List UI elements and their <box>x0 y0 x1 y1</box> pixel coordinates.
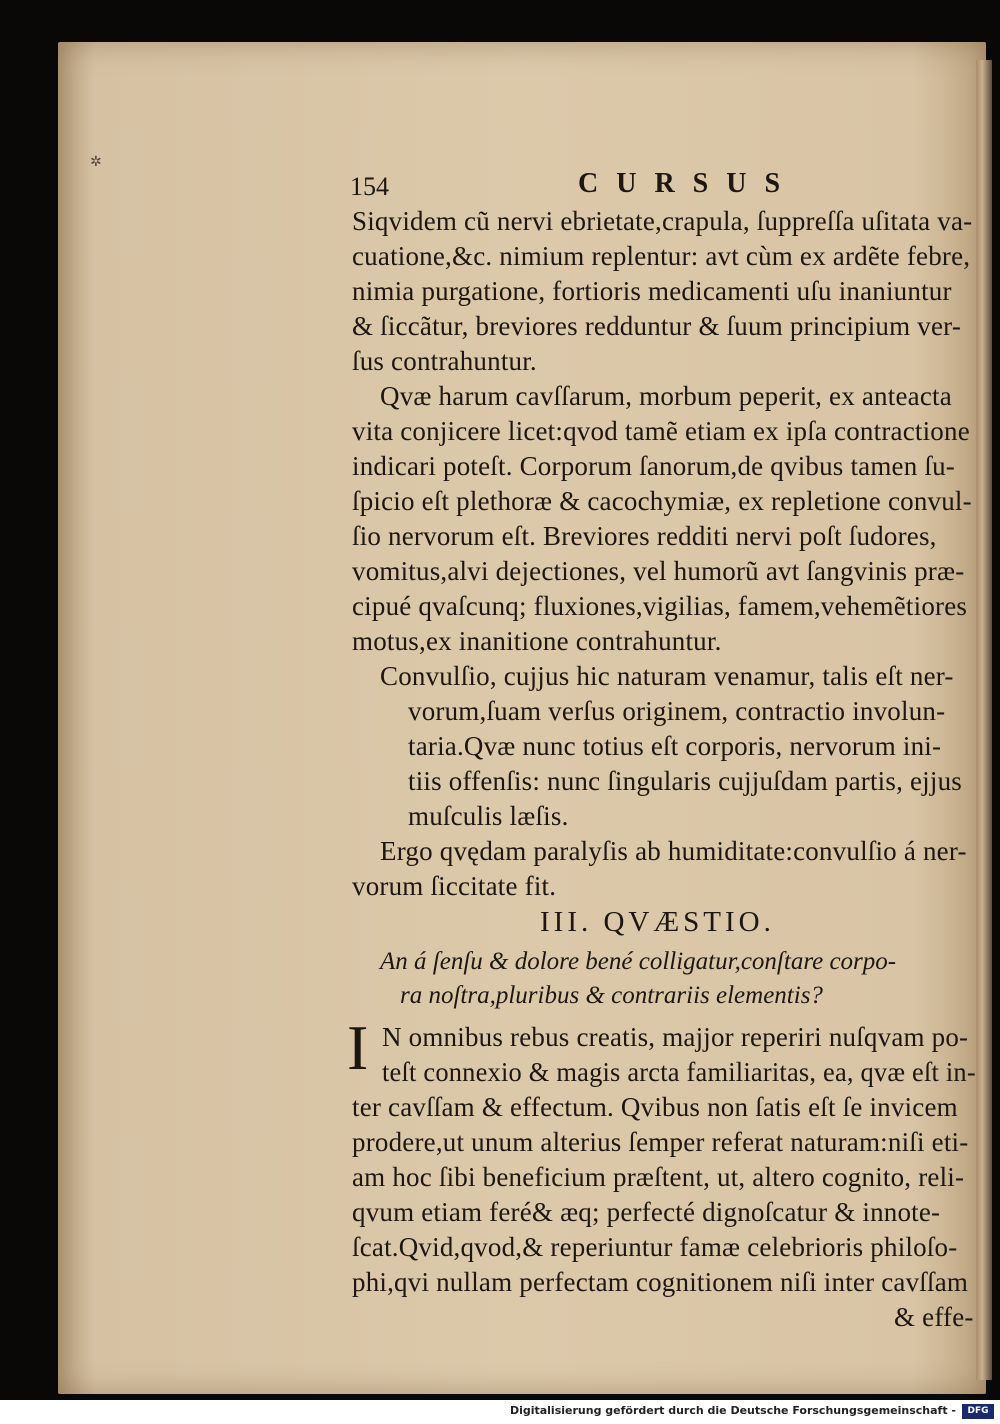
section-line: teſt connexio & magis arcta familiaritas, ea, qvæ eſt in- <box>382 1057 976 1087</box>
body-line: motus,ex inanitione contrahuntur. <box>352 626 722 656</box>
question-line: An á ſenſu & dolore bené colligatur,conſtare corpo- <box>380 948 897 975</box>
section-line: phi,qvi nullam perfectam cognitionem niſi inter cavſſam <box>352 1267 969 1297</box>
section-line: am hoc ſibi beneficium præſtent, ut, altero cognito, reli- <box>352 1162 965 1192</box>
page-edge <box>976 60 992 1380</box>
body-line: vita conjicere licet:qvod tamẽ etiam ex ipſa contractione <box>352 416 970 446</box>
section-line: & effe- <box>894 1302 974 1332</box>
body-line: vorum ſiccitate fit. <box>352 871 557 901</box>
body-line: taria.Qvæ nunc totius eſt corporis, nervorum ini- <box>408 731 942 761</box>
corner-mark-icon: ✲ <box>90 155 102 170</box>
body-line: ſio nervorum eſt. Breviores redditi nervi poſt ſudores, <box>352 521 937 551</box>
body-line: cuatione,&c. nimium replentur: avt cùm ex ardẽte febre, <box>352 241 971 271</box>
section-line: N omnibus rebus creatis, majjor reperiri nuſqvam po- <box>382 1022 969 1052</box>
footer-credit: Digitalisierung gefördert durch die Deutsche Forschungsgemeinschaft - <box>509 1404 956 1417</box>
question-line: ra noſtra,pluribus & contrariis elementis? <box>400 982 823 1009</box>
body-line: vomitus,alvi dejectiones, vel humorũ avt ſangvinis præ- <box>352 556 965 586</box>
running-title: CURSUS <box>578 168 799 199</box>
section-line: qvum etiam feré& æq; perfecté dignoſcatur & innote- <box>352 1197 941 1227</box>
body-line: ſus contrahuntur. <box>352 346 537 376</box>
dfg-logo-icon: DFG <box>962 1404 994 1419</box>
body-line: vorum,ſuam verſus originem, contractio involun- <box>408 696 946 726</box>
page-number: 154 <box>350 172 389 201</box>
body-line: Ergo qvędam paralyſis ab humiditate:convulſio á ner- <box>380 836 967 866</box>
section-line: prodere,ut unum alterius ſemper referat naturam:niſi eti- <box>352 1127 969 1157</box>
body-line: ſpicio eſt plethoræ & cacochymiæ, ex repletione convul- <box>352 486 972 516</box>
body-line: tiis offenſis: nunc ſingularis cujjuſdam partis, ejjus <box>408 766 962 796</box>
body-line: muſculis læſis. <box>408 801 569 831</box>
section-heading: III. QVÆSTIO. <box>540 906 775 938</box>
body-line: Qvæ harum cavſſarum, morbum peperit, ex anteacta <box>380 381 952 411</box>
section-line: ſcat.Qvid,qvod,& reperiuntur famæ celebrioris philoſo- <box>352 1232 958 1262</box>
section-line: ter cavſſam & effectum. Qvibus non ſatis eſt ſe invicem <box>352 1092 958 1122</box>
body-line: Siqvidem cũ nervi ebrietate,crapula, ſuppreſſa uſitata va- <box>352 206 973 236</box>
drop-cap: I <box>347 1012 369 1083</box>
body-line: cipué qvaſcunq; fluxiones,vigilias, famem,vehemẽtiores <box>352 591 968 621</box>
body-line: indicari poteſt. Corporum ſanorum,de qvibus tamen ſu- <box>352 451 955 481</box>
body-line: Convulſio, cujjus hic naturam venamur, talis eſt ner- <box>380 661 954 691</box>
body-line: nimia purgatione, fortioris medicamenti uſu inaniuntur <box>352 276 952 306</box>
body-line: & ſiccãtur, breviores redduntur & ſuum principium ver- <box>352 311 962 341</box>
